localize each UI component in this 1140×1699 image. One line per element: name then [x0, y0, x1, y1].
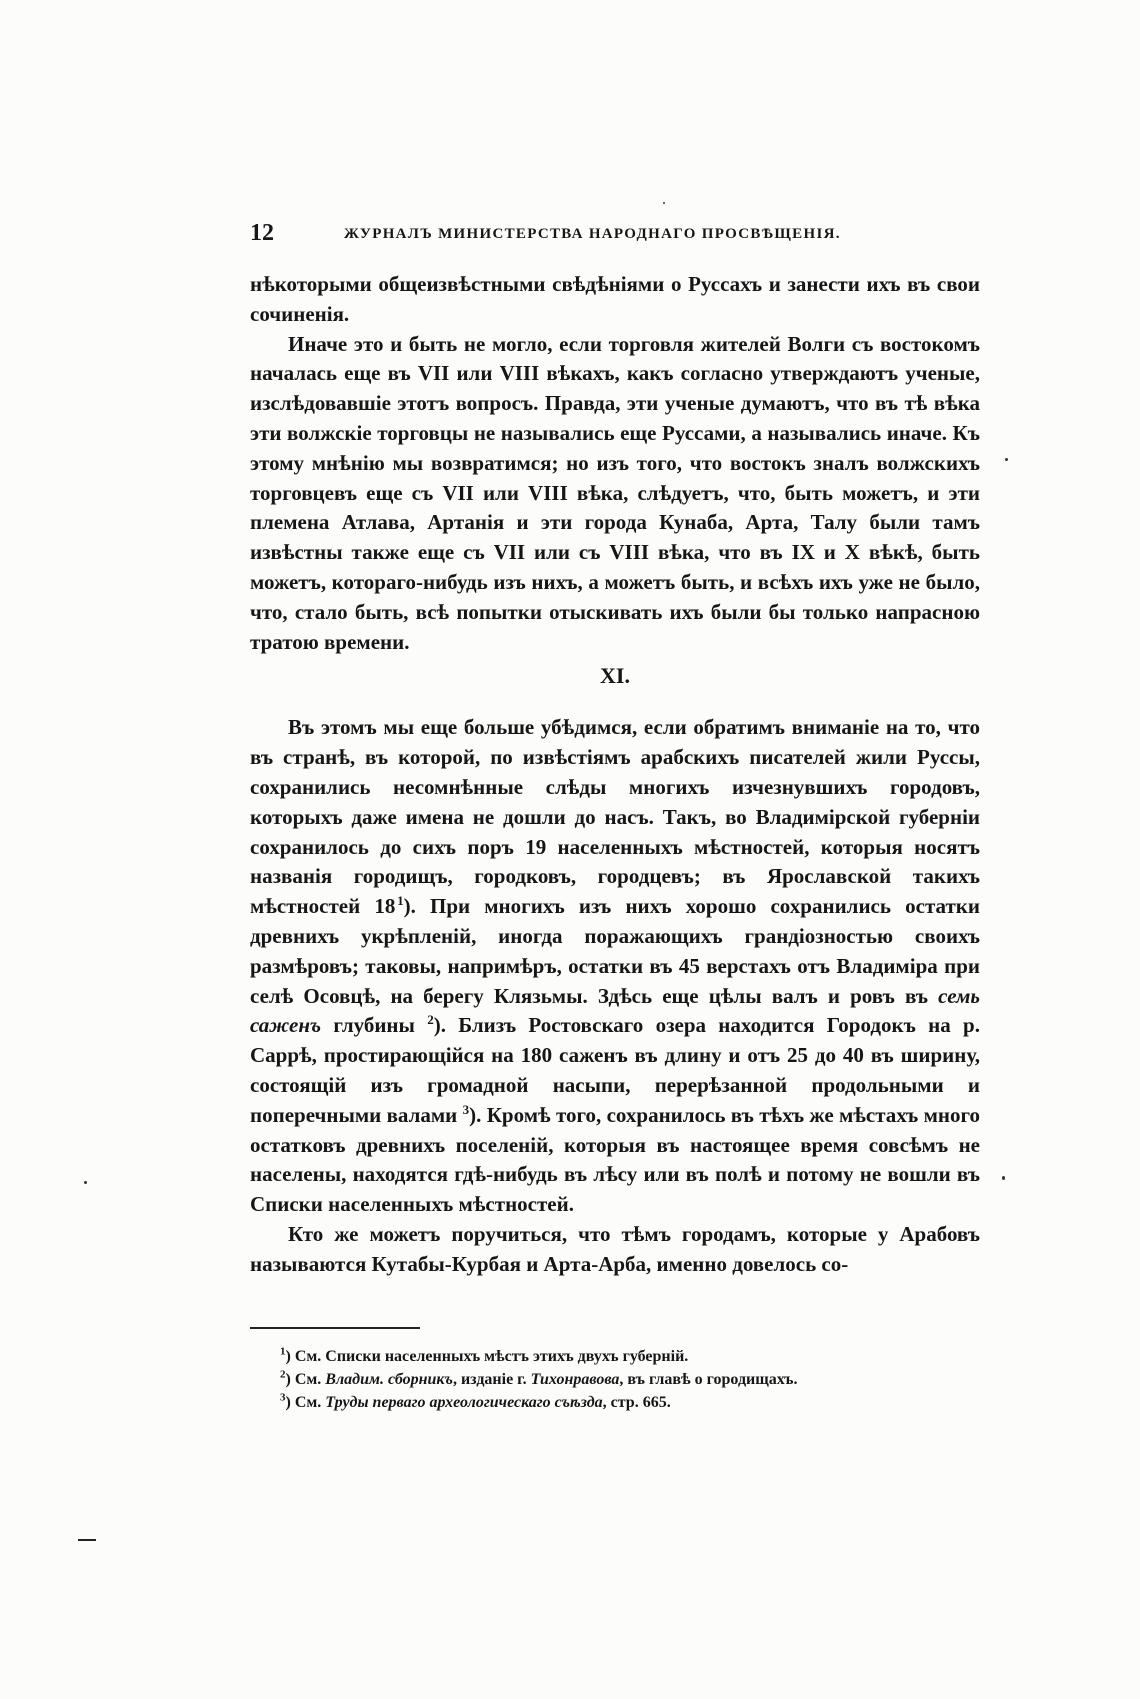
paragraph-3-text-d: ). Близъ Ростовскаго озера находится Городокъ на р. Саррѣ, простирающійся на 180 саженъ въ длину и отъ 25 до 40 въ ширину, состоящій изъ громадной насыпи, перерѣзанной продольными и поперечными валами	[250, 1013, 980, 1127]
scan-speck	[1005, 458, 1008, 461]
paragraph-4: Кто же можетъ поручиться, что тѣмъ городамъ, которые у Арабовъ называются Кутабы-Курбая и Арта-Арба, именно довелось со-	[250, 1221, 980, 1276]
footnote-2	[280, 1368, 1000, 1391]
scan-speck	[1002, 1176, 1005, 1180]
paragraph-2: Иначе это и быть не могло, если торговля жителей Волги съ востокомъ началась еще въ VII или VIII вѣкахъ, какъ согласно утверждаютъ ученые, изслѣдовавшіе этотъ вопросъ. Правда, эти ученые думаютъ, что въ тѣ вѣка эти волжскіе торговцы не назывались еще Руссами, а назывались иначе. Къ этому мнѣнію мы возвратимся; но изъ того, что востокъ зналъ волжскихъ торговцевъ еще съ VII или VIII вѣка, слѣдуетъ, что, быть можетъ, и эти племена Атлава, Артанія и эти города Кунаба, Арта, Талу были тамъ извѣстны также еще съ VII или съ VIII вѣка, что въ IX и X вѣкѣ, быть можетъ, котораго-нибудь изъ нихъ, а можетъ быть, и всѣхъ ихъ уже не было, что, стало быть, всѣ попытки отыскивать ихъ были бы только напрасною тратою времени.	[250, 331, 980, 654]
footnote-mark: 1	[280, 1345, 286, 1358]
footnote-text: , стр. 665.	[602, 1394, 671, 1411]
scan-mark	[78, 1539, 96, 1541]
paragraph-3	[250, 713, 980, 1220]
footnote-text: ) См. Списки населенныхъ мѣстъ этихъ двухъ губерній.	[285, 1348, 689, 1365]
scan-speck	[663, 202, 665, 204]
page-header	[250, 220, 980, 250]
footnote-text: ) См.	[285, 1371, 326, 1388]
running-head: ЖУРНАЛЪ МИНИСТЕРСТВА НАРОДНАГО ПРОСВѢЩЕНІЯ.	[344, 226, 841, 242]
page-number: 12	[250, 220, 274, 246]
main-text	[250, 270, 980, 1280]
paragraph-3-text-e: ). Кромѣ того, сохранилось въ тѣхъ же мѣстахъ много остатковъ древнихъ поселеній, которыя въ настоящее время совсѣмъ не населены, находятся гдѣ-нибудь въ лѣсу или въ полѣ и потому не вошли въ Списки населенныхъ мѣстностей.	[250, 1102, 980, 1217]
paragraph-3-italic: семь саженъ	[250, 983, 980, 1038]
footnote-italic: Владим. сборникъ	[325, 1371, 453, 1388]
scan-speck	[84, 1181, 87, 1184]
footnote-text: , въ главѣ о городищахъ.	[619, 1371, 798, 1388]
paragraph-3-text-c: глубины	[321, 1013, 428, 1038]
footnote-ref-3: 3	[462, 1101, 470, 1117]
footnote-1	[280, 1345, 1000, 1368]
footnotes	[280, 1345, 1000, 1414]
section-heading: XI.	[600, 663, 630, 689]
footnote-italic: Труды перваго археологическаго съѣзда	[325, 1394, 603, 1411]
footnote-rule	[250, 1327, 420, 1329]
footnote-3	[280, 1391, 1000, 1414]
footnote-mark: 3	[280, 1391, 286, 1404]
paragraph-1: нѣкоторыми общеизвѣстными свѣдѣніями о Руссахъ и занести ихъ въ свои сочиненія.	[250, 272, 980, 326]
footnote-text: , изданіе г.	[452, 1371, 531, 1388]
footnote-text: ) См.	[285, 1394, 326, 1411]
footnote-italic: Тихонравова	[530, 1371, 620, 1388]
footnote-mark: 2	[280, 1368, 286, 1381]
footnote-ref-2: 2	[427, 1012, 434, 1028]
paragraph-3-text-b: ). При многихъ изъ нихъ хорошо сохранились остатки древнихъ укрѣпленій, иногда поражающихъ грандіозностью своихъ размѣровъ; таковы, напримѣръ, остатки въ 45 верстахъ отъ Владиміра при селѣ Осовцѣ, на берегу Клязьмы. Здѣсь еще цѣлы валъ и ровъ въ	[250, 894, 980, 1008]
footnote-ref-1: 1	[397, 893, 404, 909]
paragraph-3-text-a: Въ этомъ мы еще больше убѣдимся, если обратимъ вниманіе на то, что въ странѣ, въ которой, по извѣстіямъ арабскихъ писателей жили Руссы, сохранились несомнѣнные слѣды многихъ изчезнувшихъ городовъ, которыхъ даже имена не дошли до насъ. Такъ, во Владимірской губерніи сохранилось до сихъ поръ 19 населенныхъ мѣстностей, которыя носятъ названія городищъ, городковъ, городцевъ; въ Ярославской такихъ мѣстностей 18	[250, 715, 980, 919]
